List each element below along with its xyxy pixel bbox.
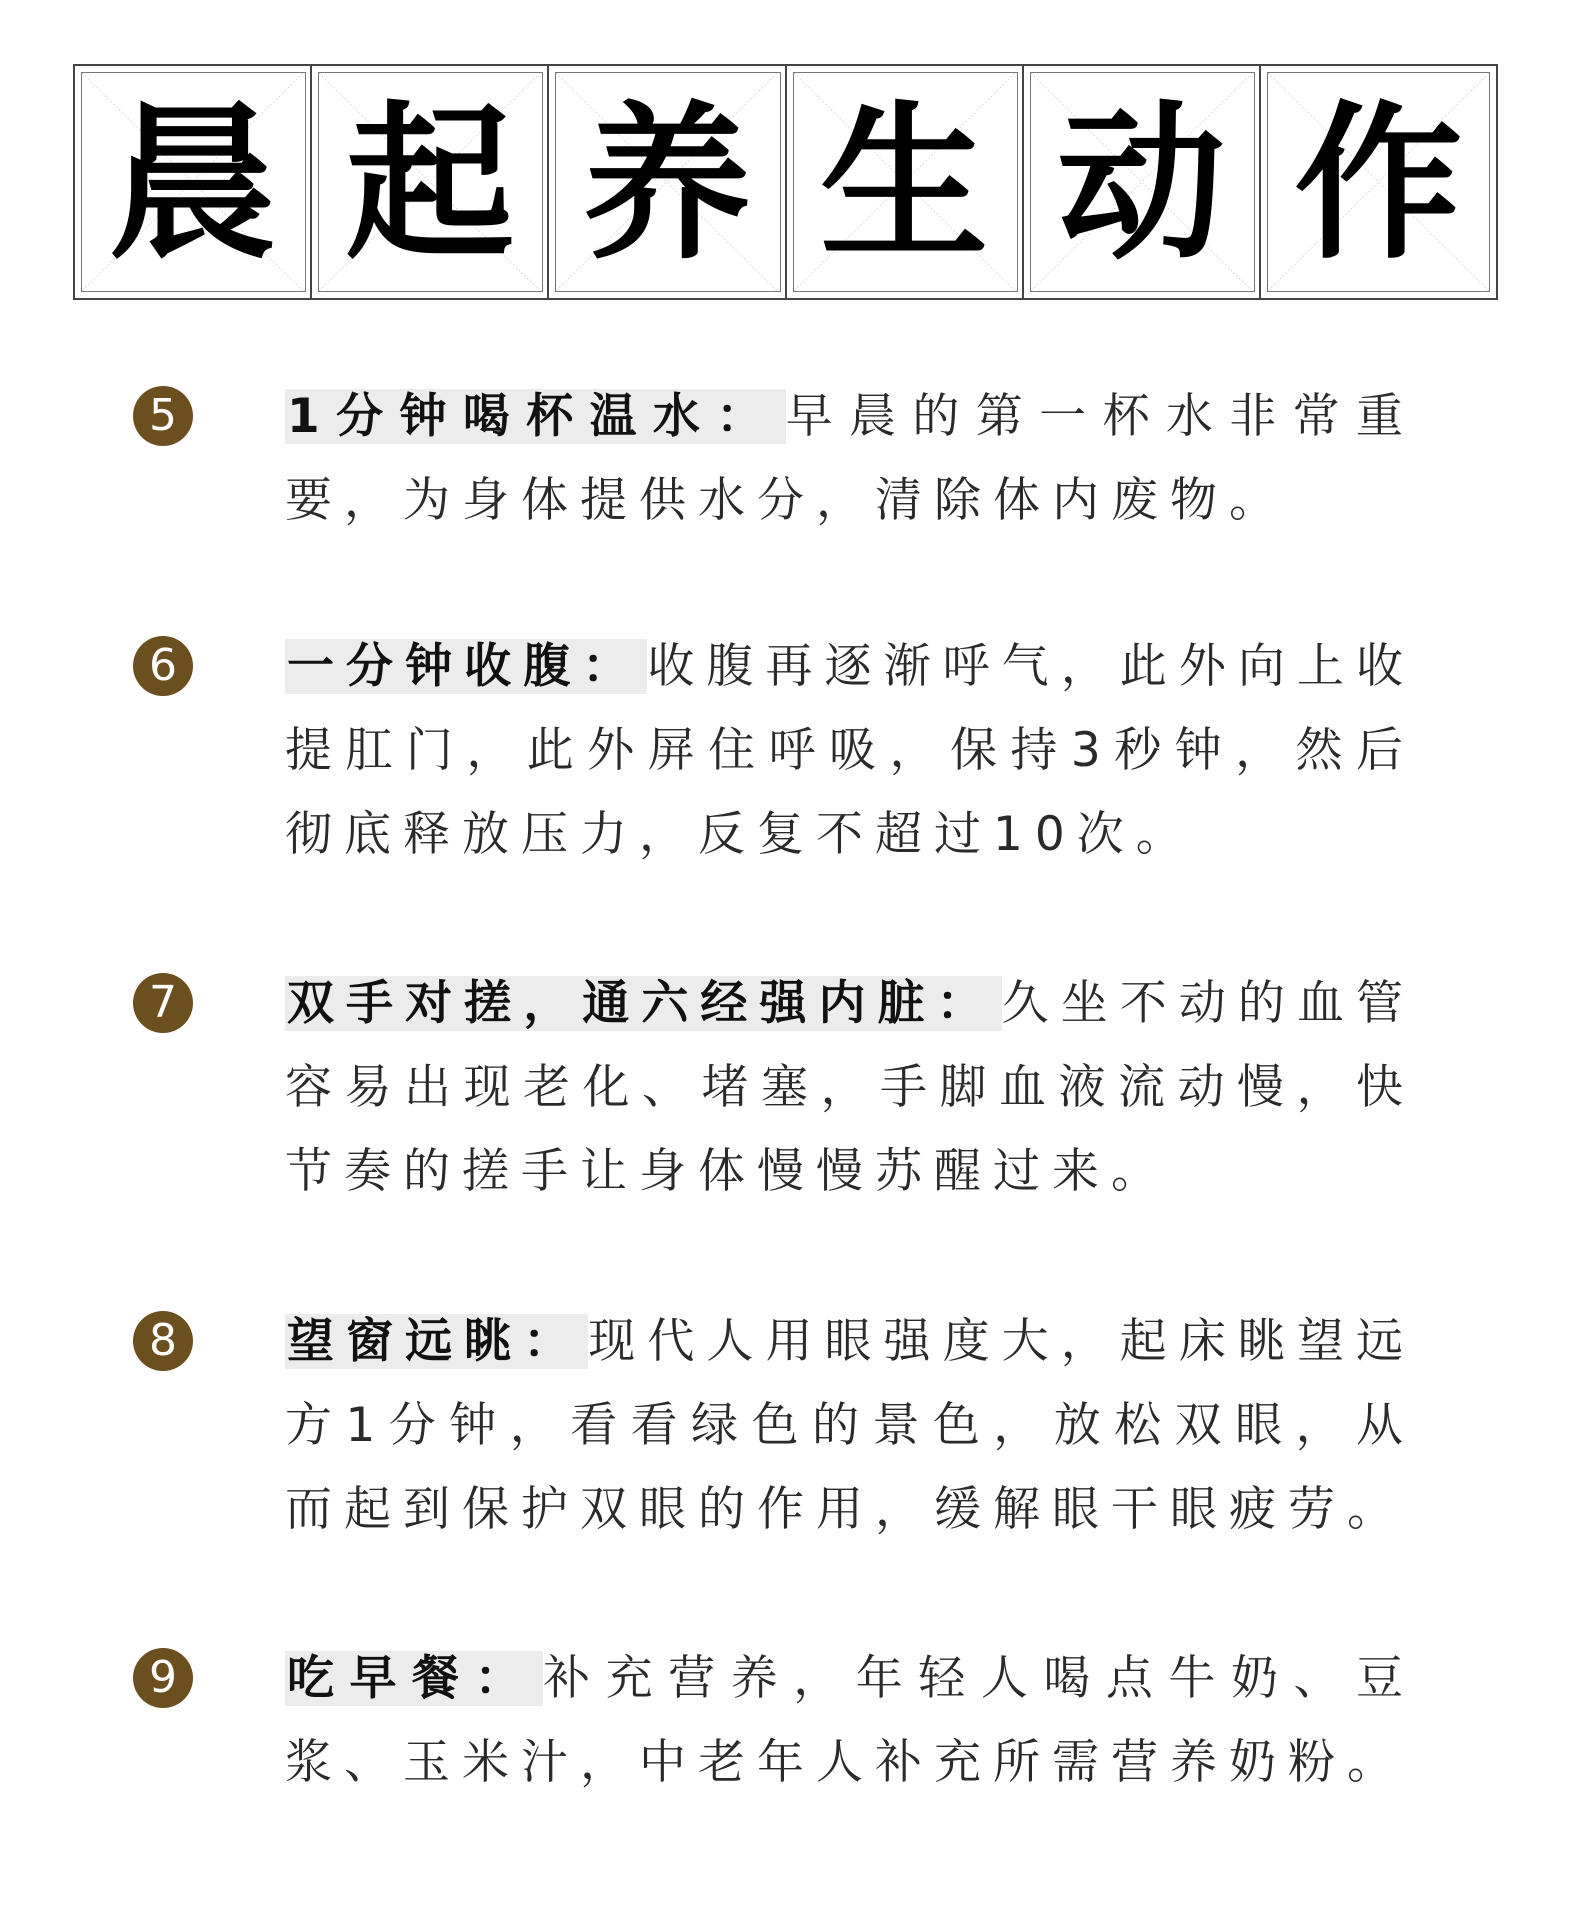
title-cell: [312, 66, 549, 298]
item-body: 早晨的第一杯水非常重要，为身体提供水分，清除体内废物。: [285, 389, 1416, 528]
title-grid: [73, 64, 1498, 300]
item-text: [285, 1300, 1415, 1552]
number-badge: 8: [133, 1311, 193, 1371]
title-cell: [1024, 66, 1261, 298]
title-char: 养: [582, 86, 751, 282]
item-text: [285, 375, 1415, 543]
item-body: 收腹再逐渐呼气，此外向上收提肛门，此外屏住呼吸，保持3秒钟，然后彻底释放压力，反复不超过10次。: [285, 639, 1416, 862]
title-cell: [549, 66, 786, 298]
item-heading: 望窗远眺：: [285, 1314, 588, 1369]
title-cell: [75, 66, 312, 298]
item-text: [285, 1637, 1415, 1805]
title-char: 生: [820, 86, 989, 282]
item-body: 补充营养，年轻人喝点牛奶、豆浆、玉米汁，中老年人补充所需营养奶粉。: [285, 1651, 1416, 1790]
number-badge: 9: [133, 1648, 193, 1708]
title-char: 作: [1294, 86, 1463, 282]
item-heading: 双手对搓，通六经强内脏：: [285, 976, 1002, 1031]
title-char: 晨: [108, 86, 277, 282]
item-text: [285, 962, 1415, 1214]
item-heading: 1分钟喝杯温水：: [285, 389, 786, 444]
number-badge: 6: [133, 636, 193, 696]
number-badge: 5: [133, 386, 193, 446]
title-char: 起: [345, 86, 514, 282]
item-text: [285, 625, 1415, 877]
title-cell: [1261, 66, 1496, 298]
title-char: 动: [1057, 86, 1226, 282]
item-body: 久坐不动的血管容易出现老化、堵塞，手脚血液流动慢，快节奏的搓手让身体慢慢苏醒过来。: [285, 976, 1416, 1199]
title-cell: [787, 66, 1024, 298]
number-badge: 7: [133, 973, 193, 1033]
item-body: 现代人用眼强度大，起床眺望远方1分钟，看看绿色的景色，放松双眼，从而起到保护双眼的作用，缓解眼干眼疲劳。: [285, 1314, 1416, 1537]
item-heading: 一分钟收腹：: [285, 639, 647, 694]
item-heading: 吃早餐：: [285, 1651, 543, 1706]
